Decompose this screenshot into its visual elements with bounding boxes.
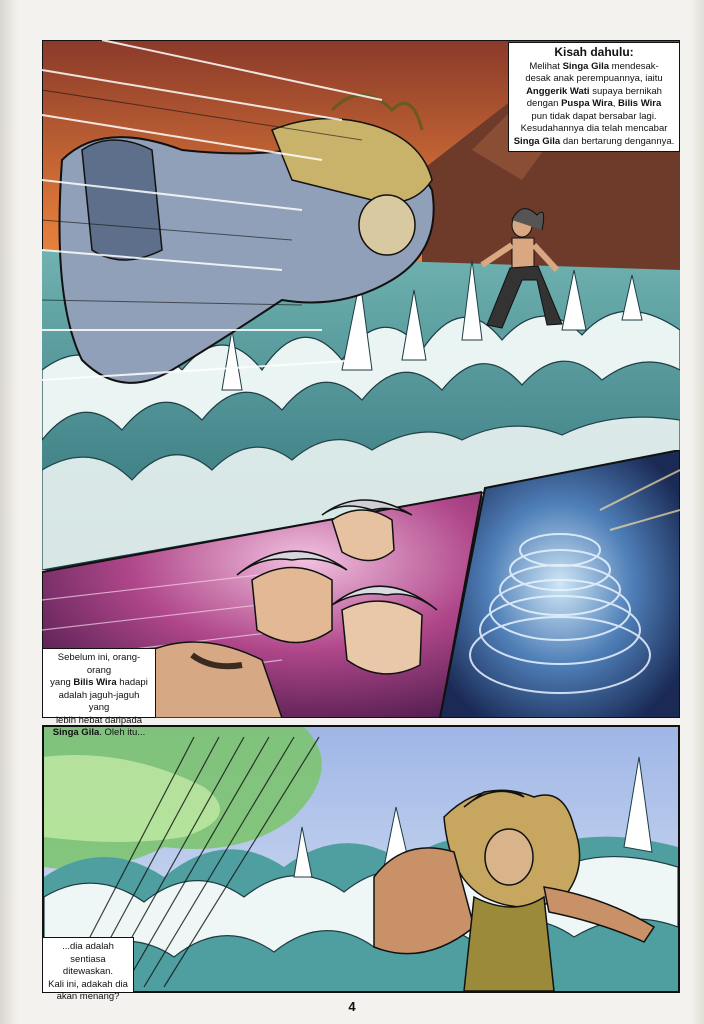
caption-2-line-2: yang Bilis Wira hadapi [50, 677, 148, 688]
caption-1-line-3: Anggerik Wati supaya bernikah [526, 85, 662, 97]
caption-2-line-1: Sebelum ini, orang-orang [57, 652, 141, 676]
caption-3-line-3: Kali ini, adakah dia [48, 978, 128, 990]
panel-4-singa-gila-wave [42, 725, 680, 993]
caption-1-line-4: dengan Puspa Wira, Bilis Wira [526, 98, 662, 109]
caption-3-line-1: ...dia adalah [62, 941, 114, 952]
caption-1-line-6: Kesudahannya dia telah mencabar [520, 123, 668, 134]
caption-kisah-dahulu [508, 42, 680, 152]
panel-3-water-vortex [430, 450, 680, 718]
caption-dia-adalah [42, 937, 134, 1002]
panel-3-artwork [430, 450, 680, 718]
caption-1-line-1: Melihat Singa Gila mendesak- [529, 60, 659, 72]
page-number: 4 [348, 999, 356, 1014]
caption-1-line-5: pun tidak dapat bersabar lagi. [531, 110, 657, 122]
caption-sebelum-ini [42, 648, 156, 738]
caption-2-line-4: lebih hebat daripada [55, 714, 143, 726]
caption-1-line-7: Singa Gila dan bertarung dengannya. [513, 135, 675, 147]
caption-3-line-2: sentiasa ditewaskan. [62, 953, 114, 977]
caption-3-line-4: akan menang? [56, 991, 120, 1002]
caption-title: Kisah dahulu: [554, 45, 634, 59]
caption-1-line-2: desak anak perempuannya, iaitu [525, 73, 663, 84]
caption-2-line-3: adalah jaguh-jaguh yang [58, 689, 140, 713]
panel-4-artwork [44, 727, 678, 991]
caption-2-line-5: Singa Gila. Oleh itu... [52, 727, 146, 738]
